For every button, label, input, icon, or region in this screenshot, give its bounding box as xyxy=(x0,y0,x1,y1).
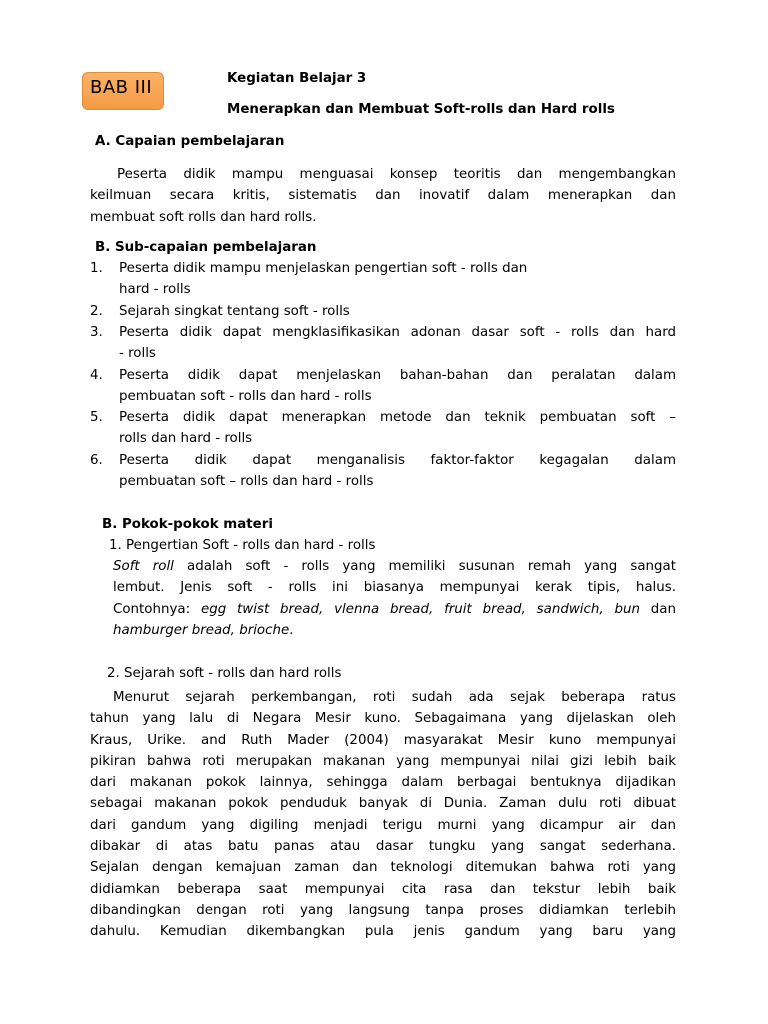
paragraph-line: Peserta didik mampu menguasai konsep teoritis dan mengembangkan xyxy=(117,167,676,182)
list-item-number: 4. xyxy=(90,368,103,383)
list-item-text-cont: - rolls xyxy=(119,346,156,361)
subsection-1-title: 1. Pengertian Soft - rolls dan hard - rolls xyxy=(109,538,376,553)
paragraph-line: dibandingkan dengan roti yang langsung tanpa proses didiamkan terlebih xyxy=(90,902,676,918)
body-line: lembut. Jenis soft - rolls ini biasanya mempunyai kerak tipis, halus. xyxy=(113,580,676,595)
body-line xyxy=(113,602,676,617)
paragraph-line: Menurut sejarah perkembangan, roti sudah ada sejak beberapa ratus xyxy=(113,690,676,705)
section-a-paragraph xyxy=(90,164,676,228)
body-text: Contohnya: xyxy=(113,602,201,617)
list-item-number: 5. xyxy=(90,410,103,425)
paragraph-line: dahulu. Kemudian dikembangkan pula jenis gandum yang baru yang xyxy=(90,924,676,940)
list-item-text-cont: rolls dan hard - rolls xyxy=(119,431,253,446)
list-item-number: 6. xyxy=(90,453,103,468)
list-item-number: 1. xyxy=(90,261,103,276)
body-line xyxy=(113,559,676,574)
activity-title: Kegiatan Belajar 3 xyxy=(227,71,367,86)
paragraph-line: dari makanan pokok lainnya, sehingga dalam berbagai bentuknya dijadikan xyxy=(90,775,676,791)
list-item-number: 2. xyxy=(90,304,103,319)
section-b-materi-heading: B. Pokok-pokok materi xyxy=(102,517,273,532)
paragraph-line: dibakar di atas batu panas atau dasar tungku yang sangat sederhana. xyxy=(90,839,676,855)
section-b-sub-heading: B. Sub-capaian pembelajaran xyxy=(95,240,317,255)
paragraph-line: pikiran bahwa roti merupakan makanan yang mempunyai nilai gizi lebih baik xyxy=(90,753,676,769)
list-item-text: Peserta didik mampu menjelaskan pengertian soft - rolls dan xyxy=(119,261,528,276)
subsection-2-paragraph xyxy=(90,687,676,943)
chapter-label: BAB III xyxy=(90,77,153,98)
list-item-text: Sejarah singkat tentang soft - rolls xyxy=(119,304,350,319)
paragraph-line: dari gandum yang digiling menjadi terigu murni yang dicampur air dan xyxy=(90,817,676,833)
body-text: dan xyxy=(639,602,676,617)
paragraph-line: Sejalan dengan kemajuan zaman dan teknologi ditemukan bahwa roti yang xyxy=(90,860,676,876)
paragraph-line: membuat soft rolls dan hard rolls. xyxy=(90,209,317,225)
list-item-text-cont: pembuatan soft - rolls dan hard - rolls xyxy=(119,389,372,404)
paragraph-line: didiamkan beberapa saat mempunyai cita rasa dan tekstur lebih baik xyxy=(90,881,676,897)
body-text: . xyxy=(289,623,294,638)
italic-examples: egg twist bread, vlenna bread, fruit bread, sandwich, bun xyxy=(200,602,640,617)
italic-examples: hamburger bread, brioche xyxy=(113,623,290,638)
paragraph-line: sebagai makanan pokok penduduk banyak di Dunia. Zaman dulu roti dibuat xyxy=(90,796,676,812)
paragraph-line: tahun yang lalu di Negara Mesir kuno. Sebagaimana yang dijelaskan oleh xyxy=(90,711,676,727)
paragraph-line: keilmuan secara kritis, sistematis dan inovatif dalam menerapkan dan xyxy=(90,188,676,204)
list-item-text: Peserta didik dapat menerapkan metode dan teknik pembuatan soft – xyxy=(119,410,676,425)
body-text: adalah soft - rolls yang memiliki susunan remah yang sangat xyxy=(187,559,676,574)
chapter-badge xyxy=(82,72,164,110)
list-item-text: Peserta didik dapat menganalisis faktor-faktor kegagalan dalam xyxy=(119,453,676,468)
list-item-text: Peserta didik dapat mengklasifikasikan adonan dasar soft - rolls dan hard xyxy=(119,325,676,340)
list-item-number: 3. xyxy=(90,325,103,340)
list-item-text-cont: hard - rolls xyxy=(119,282,191,297)
subsection-2-title: 2. Sejarah soft - rolls dan hard rolls xyxy=(107,666,342,681)
paragraph-line: Kraus, Urike. and Ruth Mader (2004) masyarakat Mesir kuno mempunyai xyxy=(90,732,676,748)
list-item-text: Peserta didik dapat menjelaskan bahan-bahan dan peralatan dalam xyxy=(119,368,676,383)
section-a-heading: A. Capaian pembelajaran xyxy=(95,134,285,149)
list-item-text-cont: pembuatan soft – rolls dan hard - rolls xyxy=(119,474,374,489)
chapter-title: Menerapkan dan Membuat Soft-rolls dan Hard rolls xyxy=(227,102,615,117)
italic-term: Soft roll xyxy=(113,559,174,574)
body-line xyxy=(113,623,293,638)
